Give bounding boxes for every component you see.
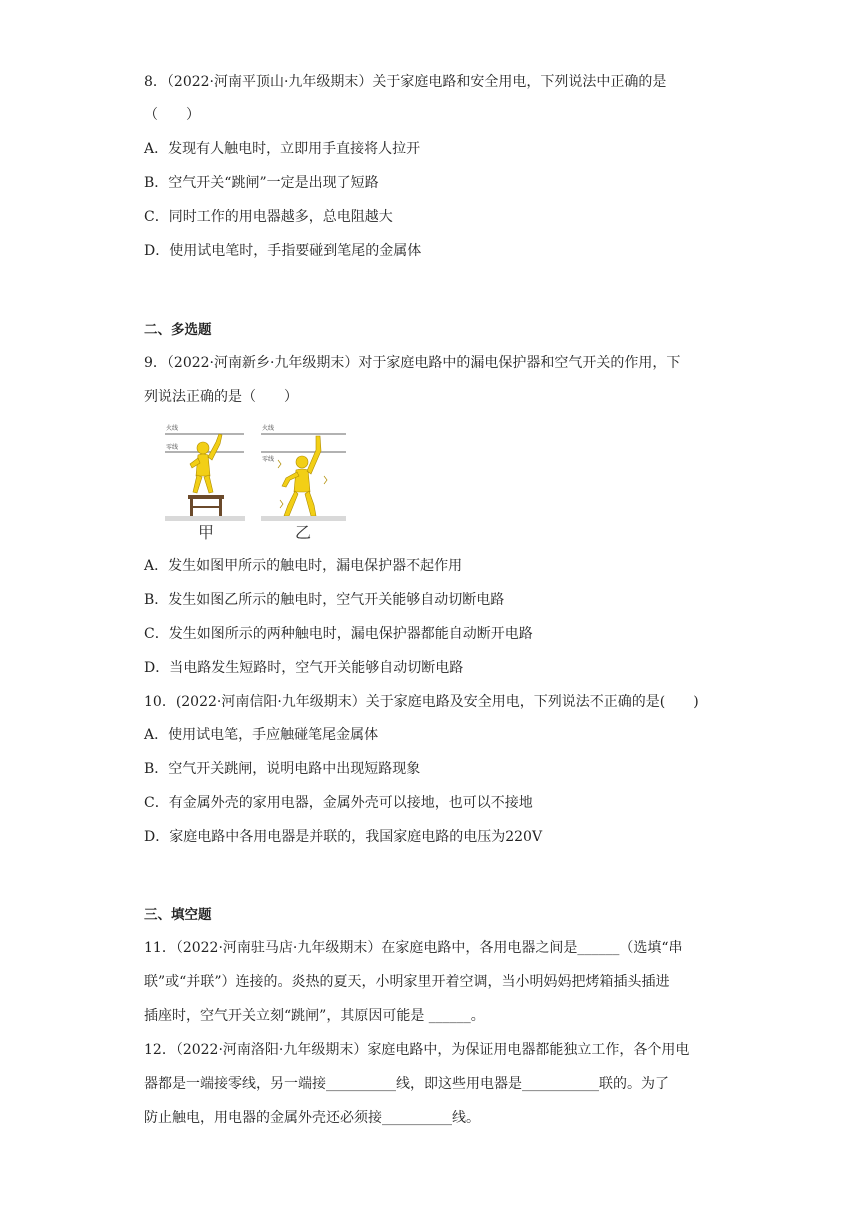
q8-stem-blank: （ ） bbox=[144, 107, 200, 123]
live-wire-label: 火线 bbox=[262, 425, 275, 432]
q9-option-a: A．发生如图甲所示的触电时，漏电保护器不起作用 bbox=[144, 558, 463, 574]
section-heading-fill-in-blank: 三、填空题 bbox=[144, 907, 212, 923]
neutral-wire-label: 零线 bbox=[262, 456, 275, 463]
q10-stem: 10．(2022·河南信阳·九年级期末）关于家庭电路及安全用电，下列说法不正确的是( ) bbox=[144, 694, 699, 710]
ground-strip bbox=[165, 516, 245, 521]
q11-line3: 插座时，空气开关立刻“跳闸”，其原因可能是 ______。 bbox=[144, 1008, 485, 1024]
ground-strip bbox=[261, 516, 346, 521]
q9-option-d: D．当电路发生短路时，空气开关能够自动切断电路 bbox=[144, 660, 464, 676]
live-wire-label: 火线 bbox=[166, 425, 179, 432]
q11-line2: 联”或“并联”）连接的。炎热的夏天，小明家里开着空调，当小明妈妈把烤箱插头插进 bbox=[144, 974, 670, 990]
figure-panel-jia bbox=[165, 424, 245, 542]
q8-stem: 8．（2022·河南平顶山·九年级期末）关于家庭电路和安全用电，下列说法中正确的是 bbox=[144, 74, 667, 90]
q8-option-d: D．使用试电笔时，手指要碰到笔尾的金属体 bbox=[144, 243, 422, 259]
person-shocked-icon bbox=[282, 436, 321, 516]
q9-option-c: C．发生如图所示的两种触电时，漏电保护器都能自动断开电路 bbox=[144, 626, 533, 642]
q10-option-c: C．有金属外壳的家用电器，金属外壳可以接地，也可以不接地 bbox=[144, 795, 533, 811]
q10-option-b: B．空气开关跳闸，说明电路中出现短路现象 bbox=[144, 761, 421, 777]
q9-stem-cont: 列说法正确的是（ ） bbox=[144, 389, 298, 405]
q8-option-c: C．同时工作的用电器越多，总电阻越大 bbox=[144, 209, 393, 225]
q11-line1: 11．（2022·河南驻马店·九年级期末）在家庭电路中，各用电器之间是______（选填“串 bbox=[144, 940, 683, 956]
figure-panel-yi bbox=[261, 424, 346, 542]
q10-option-d: D．家庭电路中各用电器是并联的，我国家庭电路的电压为220V bbox=[144, 829, 543, 845]
q10-option-a: A．使用试电笔，手应触碰笔尾金属体 bbox=[144, 727, 379, 743]
neutral-wire-label: 零线 bbox=[166, 444, 179, 451]
q9-stem: 9．（2022·河南新乡·九年级期末）对于家庭电路中的漏电保护器和空气开关的作用，下 bbox=[144, 355, 681, 371]
q8-option-b: B．空气开关“跳闸”一定是出现了短路 bbox=[144, 175, 379, 191]
electric-shock-figure bbox=[164, 420, 354, 545]
person-on-stool-icon bbox=[190, 434, 222, 493]
wooden-stool-icon bbox=[188, 495, 224, 516]
q12-line1: 12．（2022·河南洛阳·九年级期末）家庭电路中，为保证用电器都能独立工作，各个用电 bbox=[144, 1042, 690, 1058]
q8-option-a: A．发现有人触电时，立即用手直接将人拉开 bbox=[144, 141, 421, 157]
section-heading-multiple-choice: 二、多选题 bbox=[144, 322, 212, 338]
figure-caption-yi: 乙 bbox=[295, 523, 312, 542]
q12-line2: 器都是一端接零线，另一端接__________线，即这些用电器是___________联的。为了 bbox=[144, 1076, 669, 1092]
q12-line3: 防止触电，用电器的金属外壳还必须接__________线。 bbox=[144, 1110, 480, 1126]
q9-option-b: B．发生如图乙所示的触电时，空气开关能够自动切断电路 bbox=[144, 592, 505, 608]
figure-caption-jia: 甲 bbox=[198, 523, 215, 542]
